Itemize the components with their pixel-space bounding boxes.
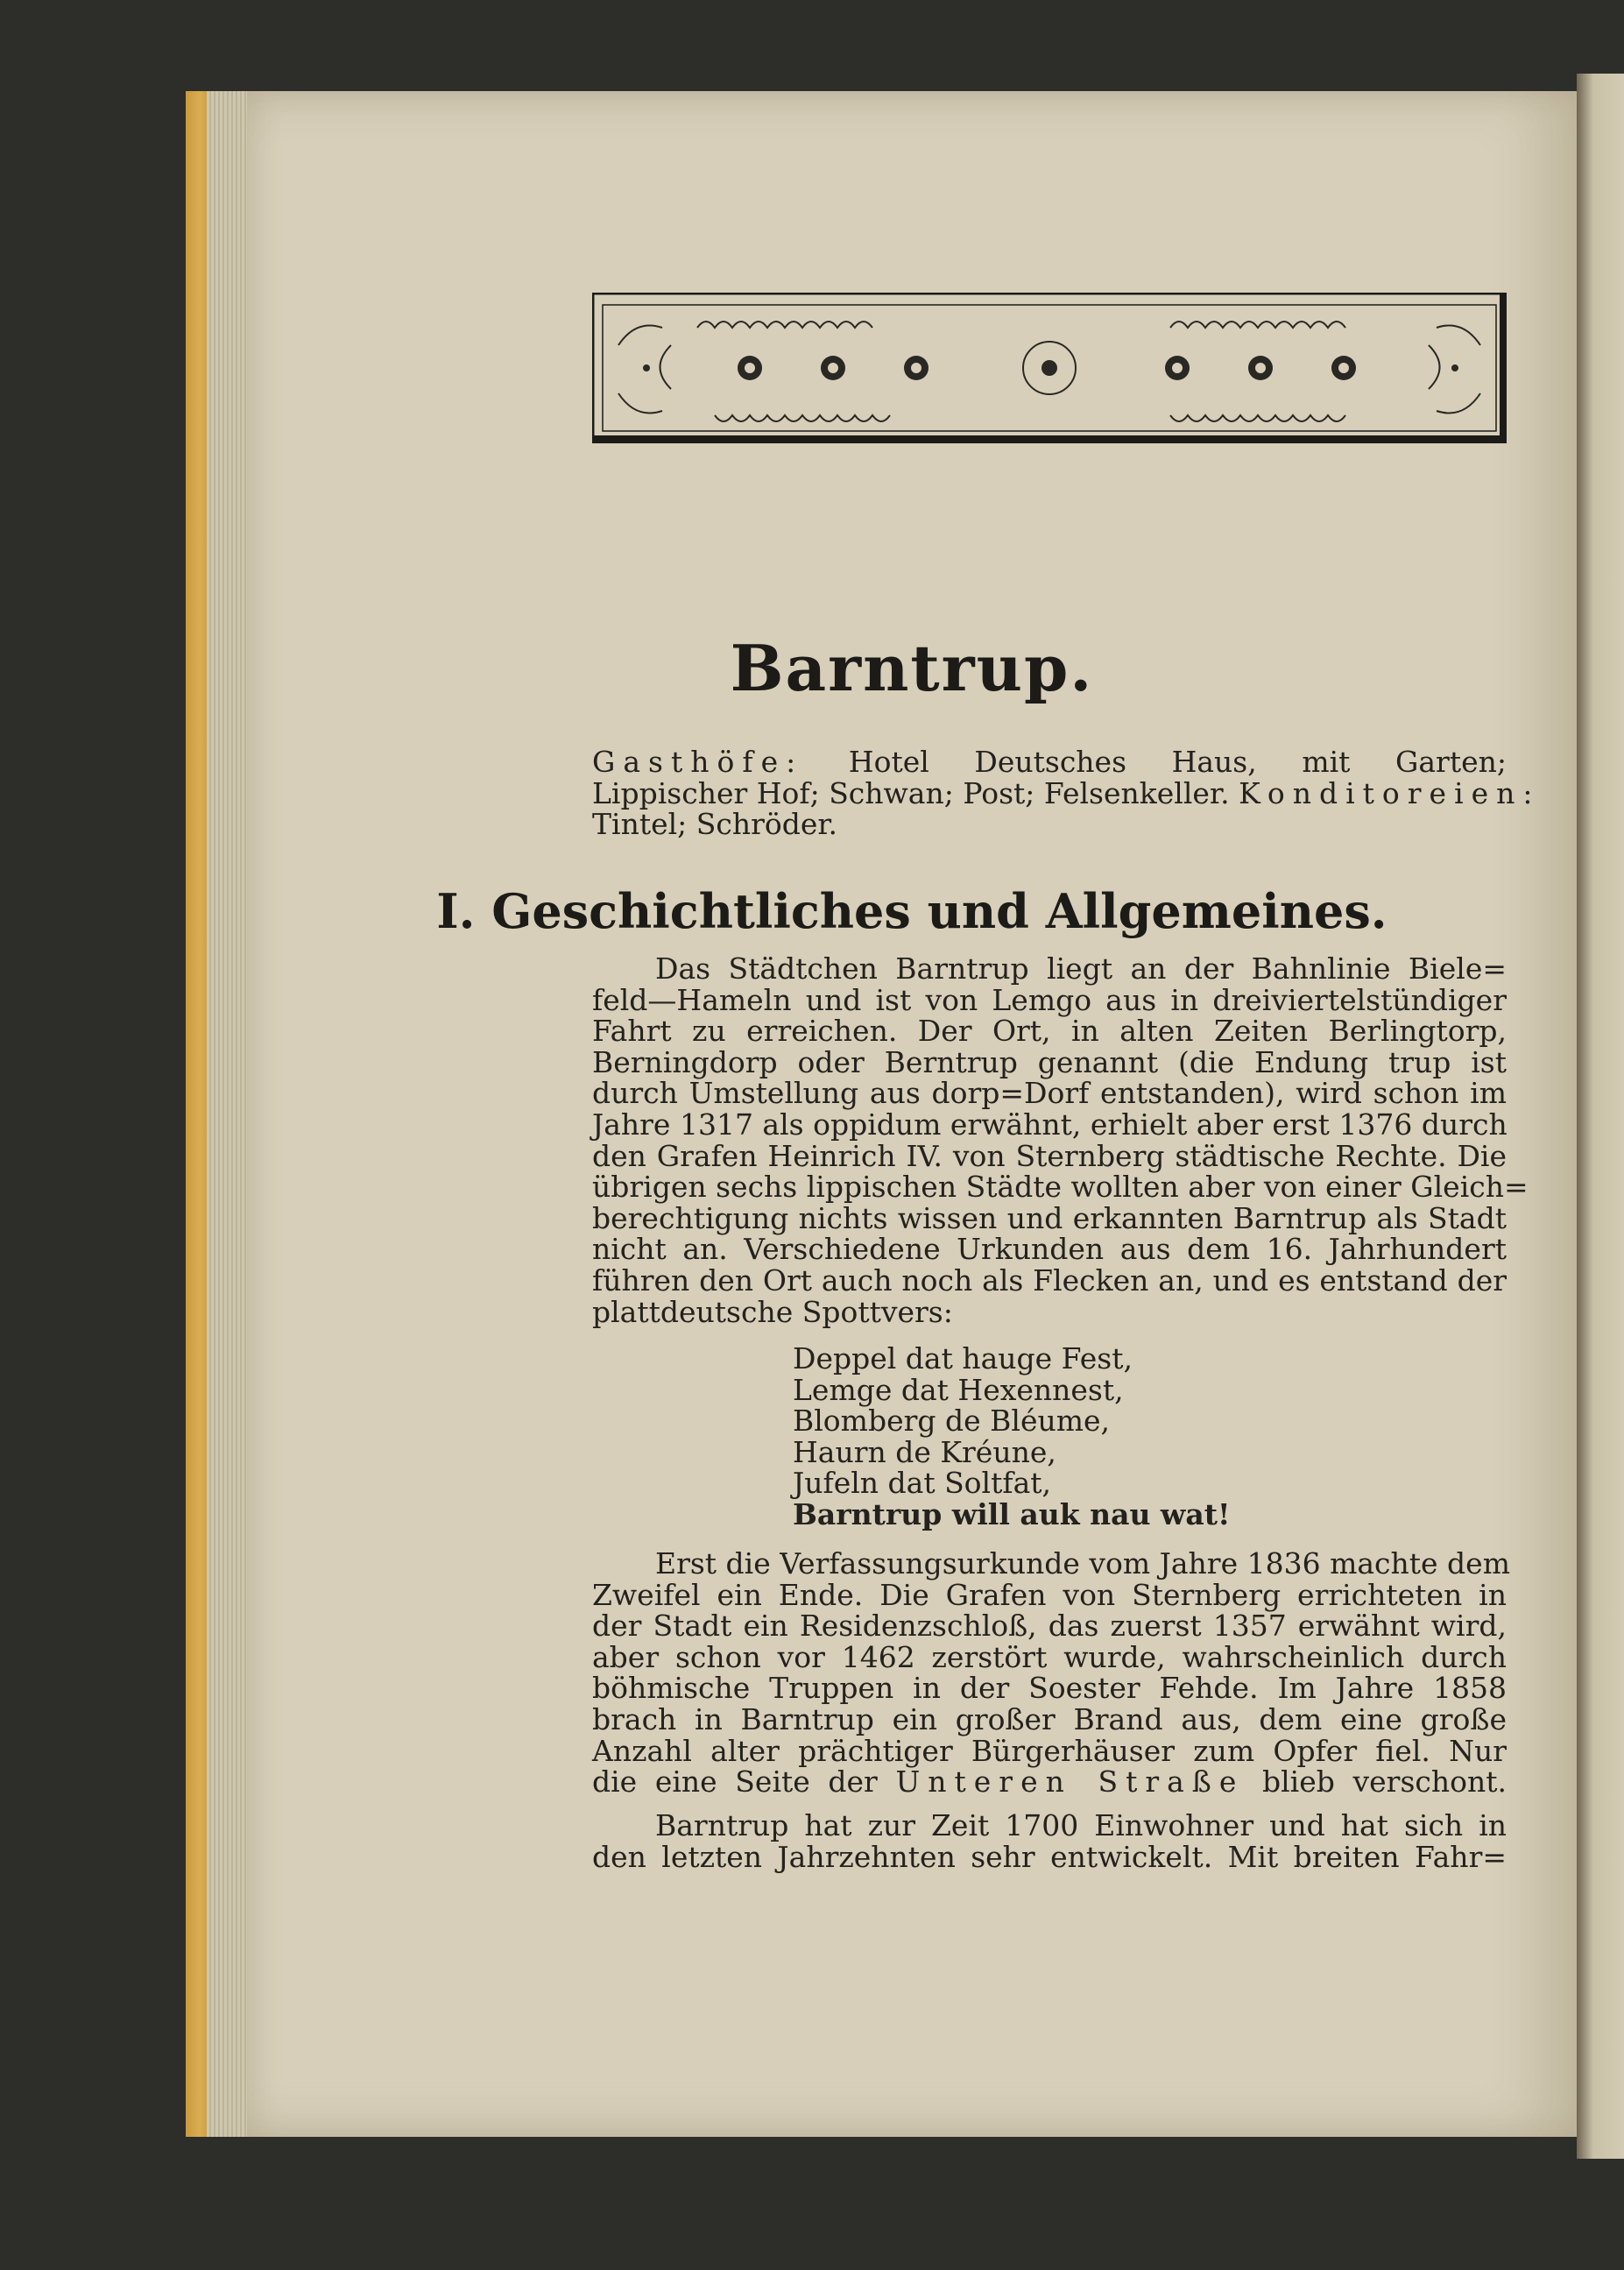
text-line xyxy=(592,746,1507,778)
text-line: Das Städtchen Barntrup liegt an der Bahnlinie Biele= xyxy=(655,951,1507,986)
text-line: feld—Hameln und ist von Lemgo aus in dreiviertelstündiger xyxy=(592,982,1507,1017)
inns-label: Gasthöfe: xyxy=(592,745,804,779)
text-line: Anzahl alter prächtiger Bürgerhäuser zum Opfer fiel. Nur xyxy=(592,1733,1507,1768)
poem-line: Deppel dat hauge Fest, xyxy=(793,1341,1133,1375)
text-line: böhmische Truppen in der Soester Fehde. Im Jahre 1858 xyxy=(592,1671,1507,1706)
confectioneries-label: Konditoreien: xyxy=(1239,775,1541,810)
text-line: Jahre 1317 als oppidum erwähnt, erhielt aber erst 1376 durch xyxy=(592,1107,1507,1142)
inns-value: Hotel Deutsches Haus, mit Garten; xyxy=(803,745,1507,779)
paragraph-population xyxy=(592,1810,1507,1872)
text-line: der Stadt ein Residenzschloß, das zuerst 1357 erwähnt wird, xyxy=(592,1609,1507,1644)
text-line: Berningdorp oder Berntrup genannt (die Endung trup ist xyxy=(592,1044,1507,1079)
ornamental-border-ornament xyxy=(592,293,1507,443)
poem-line: Barntrup will auk nau wat! xyxy=(793,1496,1231,1531)
confectioneries-value: Tintel; Schröder. xyxy=(592,807,838,842)
paragraph-constitution xyxy=(592,1546,1510,1800)
text-line: Fahrt zu erreichen. Der Ort, in alten Zeiten Berlingtorp, xyxy=(592,1014,1507,1049)
text-line: übrigen sechs lippischen Städte wollten aber von einer Gleich= xyxy=(592,1170,1529,1205)
text-run: blieb verschont. xyxy=(1244,1764,1507,1800)
text-line: Zweifel ein Ende. Die Grafen von Sternberg errichteten in xyxy=(592,1577,1507,1612)
text-run: die eine Seite der xyxy=(592,1764,896,1800)
poem xyxy=(793,1343,1230,1531)
text-line: aber schon vor 1462 zerstört wurde, wahrscheinlich durch xyxy=(592,1639,1507,1674)
text-line: durch Umstellung aus dorp=Dorf entstanden), wird schon im xyxy=(592,1076,1507,1111)
poem-line: Haurn de Kréune, xyxy=(793,1434,1056,1469)
text-line: führen den Ort auch noch als Flecken an, und es entstand der xyxy=(592,1262,1507,1298)
text-line: brach in Barntrup ein großer Brand aus, dem eine große xyxy=(592,1701,1507,1736)
text-line: Erst die Verfassungsurkunde vom Jahre 1836 machte dem xyxy=(655,1546,1510,1581)
facing-page-edge xyxy=(1577,74,1624,2159)
street-name: Unteren Straße xyxy=(895,1764,1245,1800)
text-line xyxy=(592,1766,1507,1798)
text-line: den letzten Jahrzehnten sehr entwickelt. Mit breiten Fahr= xyxy=(592,1839,1507,1874)
text-line: plattdeutsche Spottvers: xyxy=(592,1294,953,1329)
text-line: berechtigung nichts wissen und erkannten Barntrup als Stadt xyxy=(592,1200,1507,1235)
poem-line: Jufeln dat Soltfat, xyxy=(793,1466,1052,1501)
inns-paragraph xyxy=(592,745,1541,842)
poem-line: Lemge dat Hexennest, xyxy=(793,1372,1124,1407)
text-line xyxy=(592,809,1507,840)
text-line: nicht an. Verschiedene Urkunden aus dem 16. Jahrhundert xyxy=(592,1232,1507,1267)
paragraph-history xyxy=(592,951,1529,1329)
inns-value: Lippischer Hof; Schwan; Post; Felsenkeller. xyxy=(592,775,1239,810)
text-line: Barntrup hat zur Zeit 1700 Einwohner und hat sich in xyxy=(655,1808,1507,1842)
page-title: Barntrup. xyxy=(730,631,1094,705)
text-line xyxy=(592,775,1541,810)
poem-line: Blomberg de Bléume, xyxy=(793,1404,1111,1439)
text-line: den Grafen Heinrich IV. von Sternberg städtische Rechte. Die xyxy=(592,1138,1507,1173)
section-heading: I. Geschichtliches und Allgemeines. xyxy=(436,883,1387,939)
